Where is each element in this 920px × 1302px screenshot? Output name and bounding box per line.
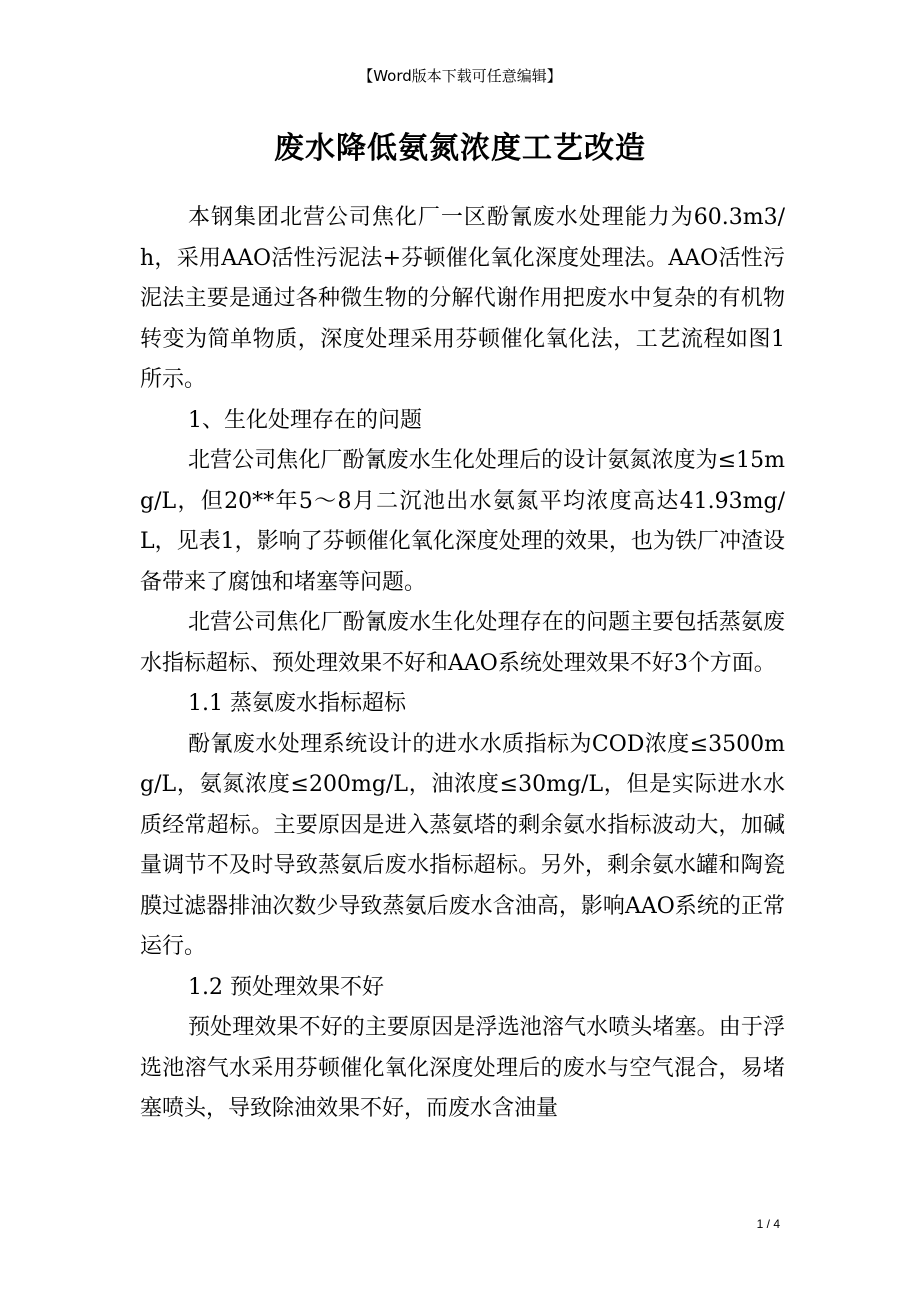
- subsection-heading: 1.1 蒸氨废水指标超标: [188, 691, 406, 716]
- subsection-heading: 1.2 预处理效果不好: [188, 974, 384, 1000]
- page-number: 1 / 4: [756, 1217, 780, 1231]
- document-body: [140, 198, 785, 1130]
- body-paragraph: 北营公司焦化厂酚氰废水生化处理存在的问题主要包括蒸氨废水指标超标、预处理效果不好和AAO系统处理效果不好3个方面。: [140, 610, 785, 676]
- header-note: 【Word版本下载可任意编辑】: [358, 67, 562, 85]
- body-paragraph: 酚氰废水处理系统设计的进水水质指标为COD浓度≤3500mg/L，氨氮浓度≤200mg/L，油浓度≤30mg/L，但是实际进水水质经常超标。主要原因是进入蒸氨塔的剩余氨水指标波动大，加碱量调节不及时导致蒸氨后废水指标超标。另外，剩余氨水罐和陶瓷膜过滤器排油次数少导致蒸氨后废水含油高，影响AAO系统的正常运行。: [140, 731, 785, 959]
- document-title: 废水降低氨氮浓度工艺改造: [274, 131, 646, 166]
- body-paragraph: 本钢集团北营公司焦化厂一区酚氰废水处理能力为60.3m3/h，采用AAO活性污泥法+芬顿催化氧化深度处理法。AAO活性污泥法主要是通过各种微生物的分解代谢作用把废水中复杂的有机物转变为简单物质，深度处理采用芬顿催化氧化法，工艺流程如图1所示。: [140, 205, 785, 392]
- section-heading: 1、生化处理存在的问题: [188, 407, 422, 433]
- body-paragraph: 预处理效果不好的主要原因是浮选池溶气水喷头堵塞。由于浮选池溶气水采用芬顿催化氧化深度处理后的废水与空气混合，易堵塞喷头，导致除油效果不好，而废水含油量: [140, 1015, 785, 1121]
- body-paragraph: 北营公司焦化厂酚氰废水生化处理后的设计氨氮浓度为≤15mg/L，但20**年5～8月二沉池出水氨氮平均浓度高达41.93mg/L，见表1，影响了芬顿催化氧化深度处理的效果，也为铁厂冲渣设备带来了腐蚀和堵塞等问题。: [140, 448, 785, 595]
